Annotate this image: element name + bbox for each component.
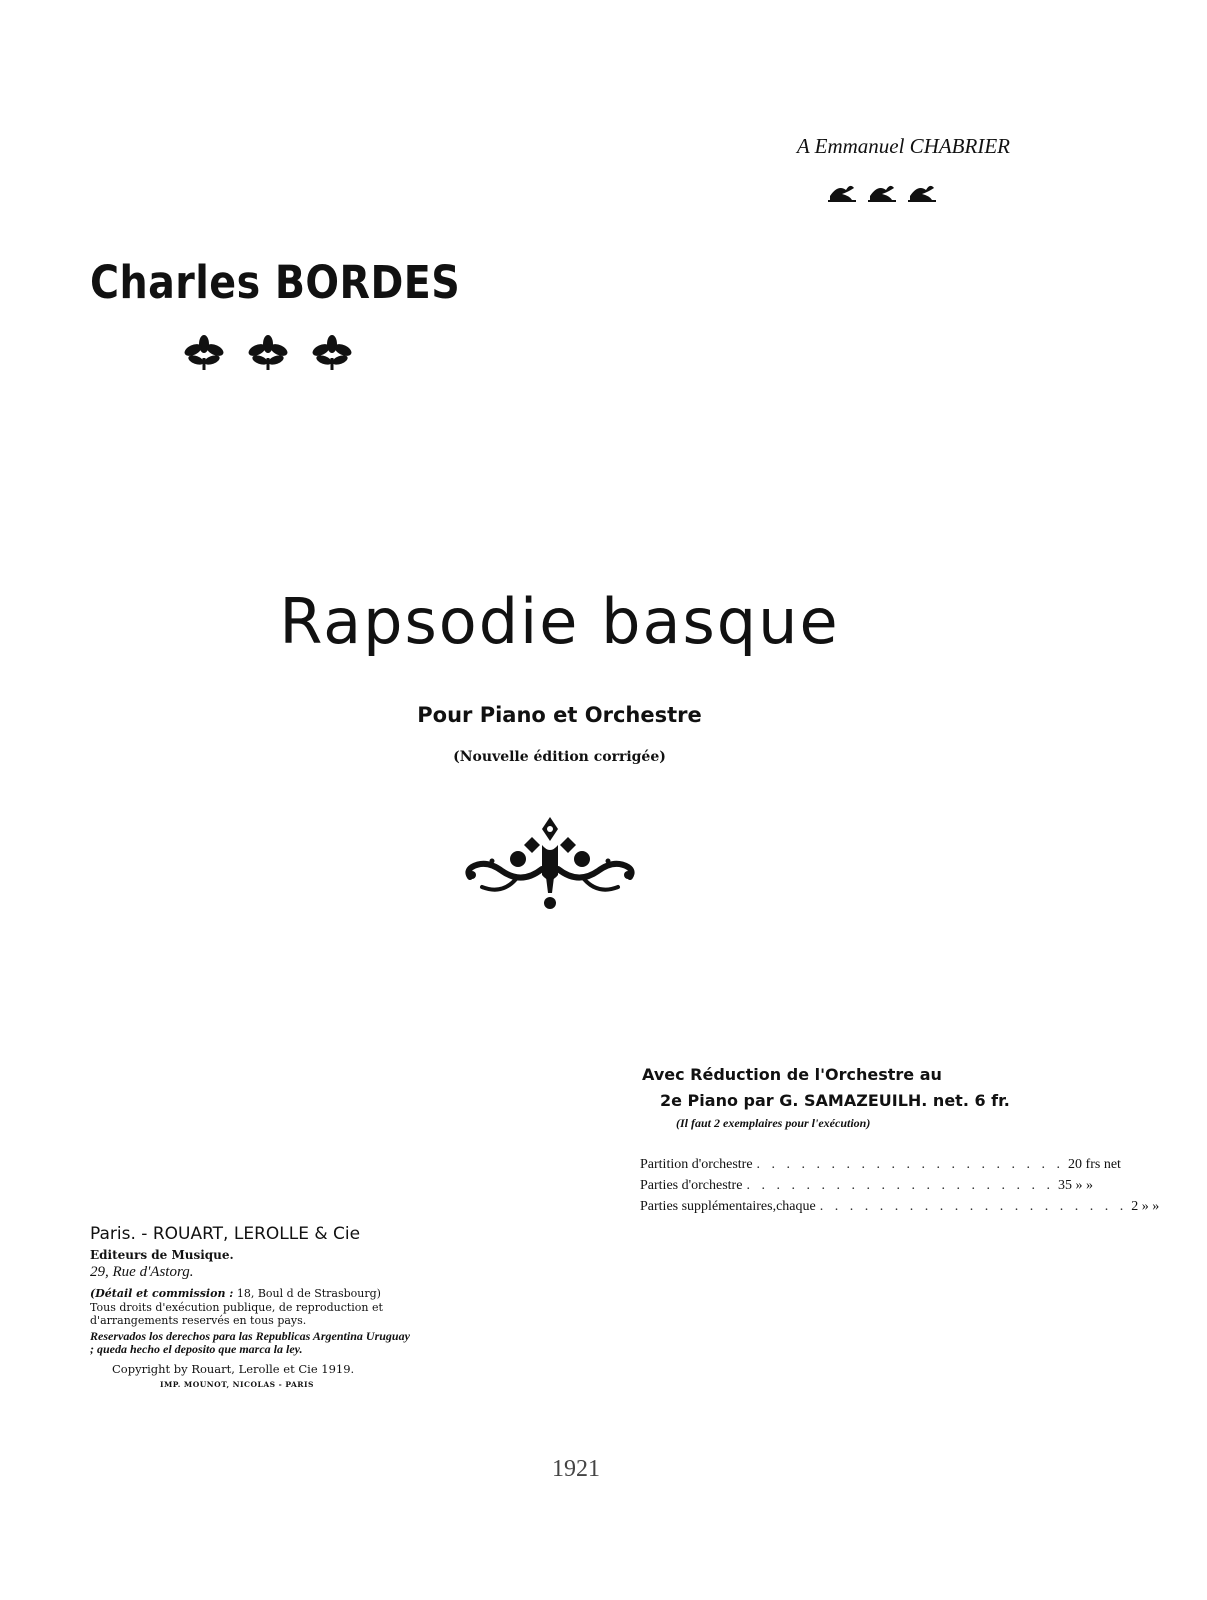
- price-value: 2 » »: [1131, 1198, 1160, 1214]
- reduction-note: (Il faut 2 exemplaires pour l'exécution): [676, 1116, 871, 1130]
- price-row: Parties d'orchestre . . . . . . . . . . . . . . . . . . . . . 35 » »: [640, 1175, 1020, 1196]
- work-title: Rapsodie basque: [279, 585, 840, 658]
- plate-number: 1921: [552, 1456, 600, 1482]
- publisher-detail: [90, 1287, 410, 1300]
- reduction-block: [642, 1062, 1022, 1132]
- printer-notice: IMP. MOUNOT, NICOLAS - PARIS: [160, 1380, 314, 1389]
- edition-note: (Nouvelle édition corrigée): [453, 749, 666, 765]
- reservados-notice: Reservados los derechos para las Republicas Argentina Uruguay ; queda hecho el deposito que marca la ley.: [90, 1329, 410, 1356]
- price-row: Partition d'orchestre . . . . . . . . . . . . . . . . . . . . . 20 frs net: [640, 1154, 1020, 1175]
- publisher-block: [90, 1224, 410, 1389]
- price-list: [640, 1154, 1160, 1217]
- dedication: A Emmanuel CHABRIER: [796, 134, 1010, 158]
- price-label: Partition d'orchestre: [640, 1156, 753, 1172]
- publisher-name: Paris. - ROUART, LEROLLE & Cie: [90, 1224, 361, 1244]
- publisher-address: 29, Rue d'Astorg.: [90, 1264, 194, 1280]
- reduction-line-2: 2e Piano par G. SAMAZEUILH. net. 6 fr.: [660, 1091, 1010, 1110]
- fleuron-ornament-icon: [462, 815, 638, 915]
- price-label: Parties supplémentaires,chaque: [640, 1198, 816, 1214]
- flower-ornament-icon: [182, 332, 354, 372]
- leaf-ornament-icon: [824, 176, 942, 206]
- price-value: 20 frs net: [1068, 1156, 1121, 1172]
- copyright-notice: Copyright by Rouart, Lerolle et Cie 1919.: [112, 1362, 355, 1376]
- rights-notice: Tous droits d'exécution publique, de reproduction et d'arrangements reservés en tous pays.: [90, 1301, 383, 1327]
- publisher-role: Editeurs de Musique.: [90, 1248, 234, 1262]
- reduction-line-1: Avec Réduction de l'Orchestre au: [642, 1065, 942, 1084]
- price-row: Parties supplémentaires,chaque . . . . . . . . . . . . . . . . . . . . . 2 » »: [640, 1196, 1020, 1217]
- composer-name: Charles BORDES: [90, 256, 461, 309]
- price-value: 35 » »: [1057, 1177, 1093, 1193]
- detail-text: 18, Boul d de Strasbourg): [236, 1287, 381, 1300]
- detail-label: (Détail et commission :: [90, 1287, 234, 1300]
- price-label: Parties d'orchestre: [640, 1177, 743, 1193]
- subtitle: Pour Piano et Orchestre: [417, 703, 702, 727]
